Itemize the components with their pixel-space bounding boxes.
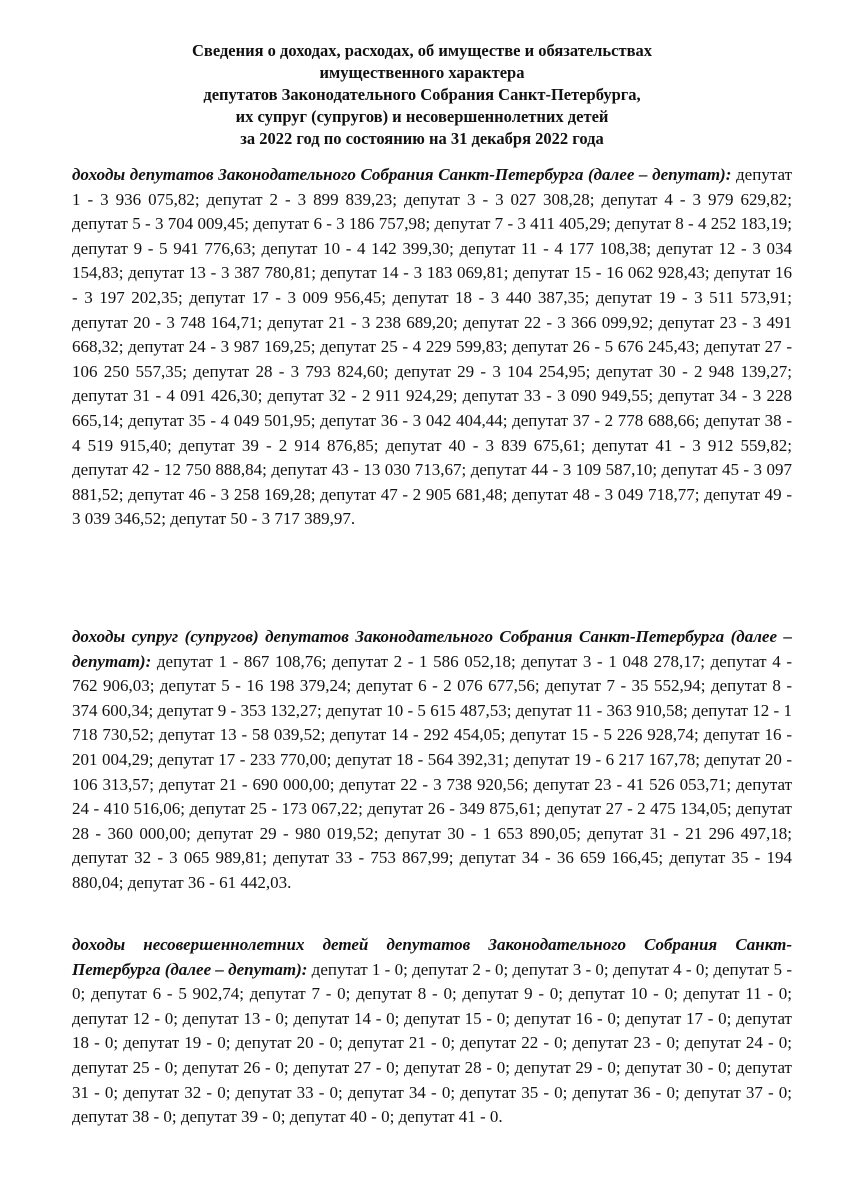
title-line: их супруг (супругов) и несовершеннолетних детей	[235, 107, 609, 126]
section-heading: доходы несовершеннолетних детей депутатов Законодательного Собрания Санкт-Петербурга (далее – депутат):	[72, 935, 792, 979]
section-heading: доходы супруг (супругов) депутатов Законодательного Собрания Санкт-Петербурга (далее – депутат):	[72, 627, 792, 671]
title-line: имущественного характера	[319, 63, 525, 82]
section-body: депутат 1 - 0; депутат 2 - 0; депутат 3 - 0; депутат 4 - 0; депутат 5 - 0; депутат 6 - 5 902,74; депутат 7 - 0; депутат 8 - 0; депутат 9 - 0; депутат 10 - 0; депутат 11 - 0; депутат 12 - 0; депутат 13 - 0; депутат 14 - 0; депутат 15 - 0; депутат 16 - 0; депутат 17 - 0; депутат 18 - 0; депутат 19 - 0; депутат 20 - 0; депутат 21 - 0; депутат 22 - 0; депутат 23 - 0; депутат 24 - 0; депутат 25 - 0; депутат 26 - 0; депутат 27 - 0; депутат 28 - 0; депутат 29 - 0; депутат 30 - 0; депутат 31 - 0; депутат 32 - 0; депутат 33 - 0; депутат 34 - 0; депутат 35 - 0; депутат 36 - 0; депутат 37 - 0; депутат 38 - 0; депутат 39 - 0; депутат 40 - 0; депутат 41 - 0.	[72, 959, 792, 1127]
section-heading: доходы депутатов Законодательного Собрания Санкт-Петербурга (далее – депутат):	[72, 165, 737, 184]
section-body: депутат 1 - 867 108,76; депутат 2 - 1 586 052,18; депутат 3 - 1 048 278,17; депутат 4 - 762 906,03; депутат 5 - 16 198 379,24; депутат 6 - 2 076 677,56; депутат 7 - 35 552,94; депутат 8 - 374 600,34; депутат 9 - 353 132,27; депутат 10 - 5 615 487,53; депутат 11 - 363 910,58; депутат 12 - 1 718 730,52; депутат 13 - 58 039,52; депутат 14 - 292 454,05; депутат 15 - 5 226 928,74; депутат 16 - 201 004,29; депутат 17 - 233 770,00; депутат 18 - 564 392,31; депутат 19 - 6 217 167,78; депутат 20 - 106 313,57; депутат 21 - 690 000,00; депутат 22 - 3 738 920,56; депутат 23 - 41 526 053,71; депутат 24 - 410 516,06; депутат 25 - 173 067,22; депутат 26 - 349 875,61; депутат 27 - 2 475 134,05; депутат 28 - 360 000,00; депутат 29 - 980 019,52; депутат 30 - 1 653 890,05; депутат 31 - 21 296 497,18; депутат 32 - 3 065 989,81; депутат 33 - 753 867,99; депутат 34 - 36 659 166,45; депутат 35 - 194 880,04; депутат 36 - 61 442,03.	[72, 651, 793, 892]
title-line: депутатов Законодательного Собрания Санкт-Петербурга,	[203, 85, 641, 104]
section-body: депутат 1 - 3 936 075,82; депутат 2 - 3 899 839,23; депутат 3 - 3 027 308,28; депутат 4 - 3 979 629,82; депутат 5 - 3 704 009,45; депутат 6 - 3 186 757,98; депутат 7 - 3 411 405,29; депутат 8 - 4 252 183,19; депутат 9 - 5 941 776,63; депутат 10 - 4 142 399,30; депутат 11 - 4 177 108,38; депутат 12 - 3 034 154,83; депутат 13 - 3 387 780,81; депутат 14 - 3 183 069,81; депутат 15 - 16 062 928,43; депутат 16 - 3 197 202,35; депутат 17 - 3 009 956,45; депутат 18 - 3 440 387,35; депутат 19 - 3 511 573,91; депутат 20 - 3 748 164,71; депутат 21 - 3 238 689,20; депутат 22 - 3 366 099,92; депутат 23 - 3 491 668,32; депутат 24 - 3 987 169,25; депутат 25 - 4 229 599,83; депутат 26 - 5 676 245,43; депутат 27 - 106 250 557,35; депутат 28 - 3 793 824,60; депутат 29 - 3 104 254,95; депутат 30 - 2 948 139,27; депутат 31 - 4 091 426,30; депутат 32 - 2 911 924,29; депутат 33 - 3 090 949,55; депутат 34 - 3 228 665,14; депутат 35 - 4 049 501,95; депутат 36 - 3 042 404,44; депутат 37 - 2 778 688,66; депутат 38 - 4 519 915,40; депутат 39 - 2 914 876,85; депутат 40 - 3 839 675,61; депутат 41 - 3 912 559,82; депутат 42 - 12 750 888,84; депутат 43 - 13 030 713,67; депутат 44 - 3 109 587,10; депутат 45 - 3 097 881,52; депутат 46 - 3 258 169,28; депутат 47 - 2 905 681,48; депутат 48 - 3 049 718,77; депутат 49 - 3 039 346,52; депутат 50 - 3 717 389,97.	[72, 165, 792, 529]
document-title	[60, 40, 784, 150]
title-line: за 2022 год по состоянию на 31 декабря 2022 года	[240, 129, 604, 148]
section-children-income	[72, 933, 792, 1130]
title-line: Сведения о доходах, расходах, об имуществе и обязательствах	[192, 41, 652, 60]
section-spouses-income	[72, 625, 792, 896]
section-deputies-income	[72, 163, 792, 532]
